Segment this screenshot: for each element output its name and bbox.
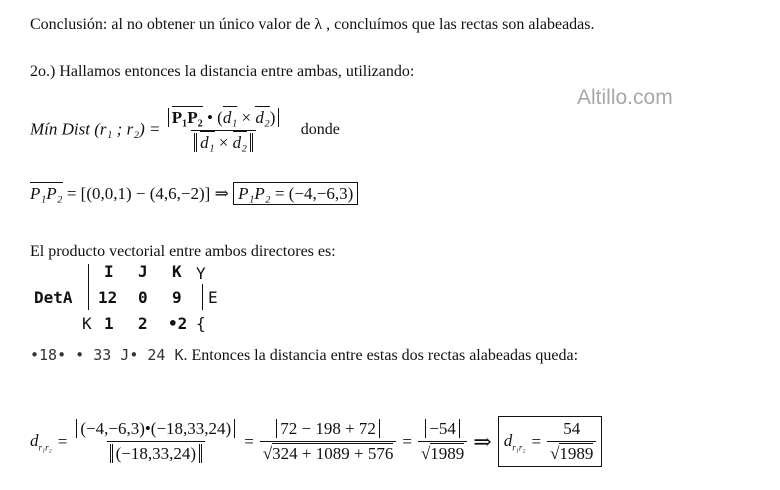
det-bar-right xyxy=(202,284,203,310)
min-dist-label: Mín Dist xyxy=(30,119,90,139)
det-row2-c1: 1 xyxy=(104,314,114,333)
implies-arrow: ⇒ xyxy=(473,428,492,454)
numerator-abs: P₁P₂ • (d₁ × d₂) xyxy=(168,108,280,127)
fraction-1-numerator: (−4,−6,3)•(−18,33,24) xyxy=(76,419,235,438)
final-result-box xyxy=(498,416,603,467)
fraction-3 xyxy=(418,419,467,464)
p1p2-line xyxy=(30,184,358,204)
cross-operator: × xyxy=(241,108,252,127)
distance-symbol: $d_{r_1r_2}$ xyxy=(30,430,52,453)
dot-operator: • xyxy=(206,108,213,127)
producto-vectorial-text: El producto vectorial entre ambos directores es: xyxy=(30,243,336,260)
cross-product-result: •18• • 33 J• 24 K xyxy=(30,346,184,364)
final-distance-formula xyxy=(30,416,602,467)
d2-vector-den: d₂ xyxy=(232,133,248,152)
determinant xyxy=(32,262,232,337)
det-label: DetA xyxy=(34,288,73,307)
det-header-k: K xyxy=(172,262,182,281)
denominator-norm xyxy=(194,133,253,152)
p1p2-label-boxed: P₁P₂ xyxy=(238,184,271,203)
d2-vector: d₂ xyxy=(255,108,270,127)
p1p2-result: = (−4,−6,3) xyxy=(274,184,354,203)
det-side-y: Y xyxy=(196,264,206,283)
equals-3: = xyxy=(402,431,412,451)
fraction-2-sqrt xyxy=(263,444,272,463)
det-bar-left xyxy=(88,264,89,310)
p1p2-label: P₁P₂ xyxy=(30,184,63,203)
det-header-j: J xyxy=(138,262,148,281)
d1-vector-den: d₁ xyxy=(200,133,215,152)
donde-text: donde xyxy=(300,121,340,139)
det-header-i: I xyxy=(104,262,114,281)
det-row1-c3: 9 xyxy=(172,288,182,307)
det-row2-c2: 2 xyxy=(138,314,148,333)
equals-2: = xyxy=(244,431,254,451)
cross-operator-den: × xyxy=(218,133,229,152)
fraction-3-numerator: −54 xyxy=(425,419,460,438)
fraction-2 xyxy=(260,419,397,464)
equals-boxed: = xyxy=(531,431,542,451)
det-row1-c1: 12 xyxy=(98,288,118,307)
min-dist-formula xyxy=(30,108,340,153)
watermark-logo: Altillo.com xyxy=(577,86,673,109)
det-side-k: K xyxy=(82,314,92,333)
result-line xyxy=(30,346,578,365)
final-numerator: 54 xyxy=(563,419,581,438)
final-denominator: 1989 xyxy=(559,444,594,463)
fraction-2-numerator: 72 − 198 + 72 xyxy=(276,419,380,438)
result-explanation: . Entonces la distancia entre estas dos rectas alabeadas queda: xyxy=(183,347,579,364)
step-intro-text: 2o.) Hallamos entonces la distancia entre ambas, utilizando: xyxy=(30,63,415,80)
det-side-brace: { xyxy=(196,314,206,333)
fraction-3-denominator: 1989 xyxy=(430,444,465,463)
conclusion-text: Conclusión: al no obtener un único valor de λ , concluímos que las rectas son alabeadas. xyxy=(30,16,595,33)
fraction-1-denominator: (−18,33,24) xyxy=(110,444,202,463)
min-dist-args: (r₁ ; r₂) = xyxy=(94,119,161,139)
distance-symbol-boxed: $d_{r_1r_2}$ xyxy=(503,430,526,453)
d1-vector: d₁ xyxy=(222,108,238,127)
min-dist-fraction xyxy=(165,108,283,153)
final-fraction xyxy=(547,419,596,464)
fraction-3-sqrt xyxy=(421,444,430,463)
fraction-1 xyxy=(73,419,238,464)
p1p2-vector: P₁P₂ xyxy=(171,108,203,127)
det-side-e: E xyxy=(208,288,218,307)
det-row1-c2: 0 xyxy=(138,288,148,307)
fraction-2-denominator: 324 + 1089 + 576 xyxy=(272,444,394,463)
p1p2-expression: = [(0,0,1) − (4,6,−2)] ⇒ xyxy=(66,184,229,203)
equals-1: = xyxy=(57,431,68,451)
p1p2-result-box xyxy=(233,182,358,205)
det-row2-c3: •2 xyxy=(168,314,188,333)
